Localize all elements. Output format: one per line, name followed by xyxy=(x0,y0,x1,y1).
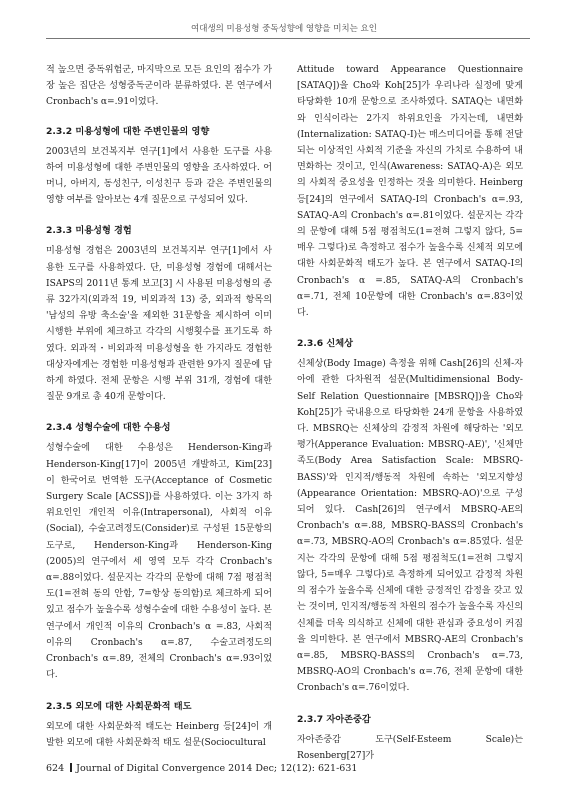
page-number: 624 xyxy=(46,763,65,774)
section-heading: 2.3.5 외모에 대한 사회문화적 태도 xyxy=(46,700,192,712)
paragraph: 2003년의 보건복지부 연구[1]에서 사용한 도구를 사용하여 미용성형에 대한 주변인물의 영향을 조사하였다. 어머니, 아버지, 동성친구, 이성친구 등과 같은 주변인물의 영향 여부를 알아보는 4개 질문으로 구성되어 있다. xyxy=(46,146,272,206)
left-column xyxy=(46,62,272,751)
paragraph: 외모에 대한 사회문화적 태도는 Heinberg 등[24]이 개발한 외모에 대한 사회문화적 태도 설문(Sociocultural xyxy=(46,721,272,748)
paragraph: 자아존중감 도구(Self-Esteem Scale)는 Rosenberg[27]가 xyxy=(297,734,523,761)
paragraph: 적 높으면 중독위험군, 마지막으로 모든 요인의 점수가 가장 높은 집단은 성형중독군이라 분류하였다. 본 연구에서 Cronbach's α=.91이었다. xyxy=(46,65,272,108)
paragraph: 신체상(Body Image) 측정을 위해 Cash[26]의 신체-자아에 관한 다차원적 설문(Multidimensional Body-Self Relation Questionnaire [MBSRQ])을 Cho와 Koh[25]가 국내용으로 타당화한 24개 문항을 사용하였다. MBSRQ는 신체상의 감정적 차원에 해당하는 '외모 평가(Apperance Evaluation: MBSRQ-AE)', '신체만족도(Body Area Satisfaction Scale: MBSRQ-BASS)'와 인지적/행동적 차원에 속하는 '외모지향성(Appearance Orientation: MBSRQ-AO)'으로 구성되어 있다. Cash[26]의 연구에서 MBSRQ-AE의 Cronbach's α=.88, MBSRQ-BASS의 Cronbach's α=.73, MBSRQ-AO의 Cronbach's α=.85였다. 설문지는 각각의 문항에 대해 5점 평점척도(1=전혀 그렇지 않다, 5=매우 그렇다)로 측정하게 되어있고 감정적 차원의 점수가 높을수록 신체에 대한 긍정적인 감정을 갖고 있는 것이며, 인지적/행동적 차원의 점수가 높을수록 자신의 신체를 더욱 의식하고 신체에 대한 관심과 중요성이 커짐을 의미한다. 본 연구에서 MBSRQ-AE의 Cronbach's α=.85, MBSRQ-BASS의 Cronbach's α=.73, MBSRQ-AO의 Cronbach's α=.76, 전체 문항에 대한 Cronbach's α=.76이었다. xyxy=(297,359,523,694)
section-heading: 2.3.2 미용성형에 대한 주변인물의 영향 xyxy=(46,125,210,137)
section-heading: 2.3.6 신체상 xyxy=(297,338,353,350)
section-heading: 2.3.7 자아존중감 xyxy=(297,713,371,725)
footer-separator xyxy=(70,763,72,772)
section-heading: 2.3.3 미용성형 경험 xyxy=(46,225,132,237)
running-header: 여대생의 미용성형 중독성향에 영향을 미치는 요인 xyxy=(191,24,377,34)
page-footer xyxy=(46,763,357,774)
section-heading: 2.3.4 성형수술에 대한 수용성 xyxy=(46,422,171,434)
paragraph: 성형수술에 대한 수용성은 Henderson-King과 Henderson-King[17]이 2005년 개발하고, Kim[23]이 한국어로 번역한 도구(Acceptance of Cosmetic Surgery Scale [ACSS])를 사용하였다. 이는 3가지 하위요인인 개인적 이유(Intrapersonal), 사회적 이유(Social), 수술고려정도(Consider)로 구성된 15문항의 도구로, Henderson-King과 Henderson-King (2005)의 연구에서 세 영역 모두 각각 Cronbach's α=.88이었다. 설문지는 각각의 문항에 대해 7점 평점척도(1=전혀 동의 안함, 7=항상 동의함)로 체크하게 되어 있고 점수가 높을수록 성형수술에 대한 수용성이 높다. 본 연구에서 개인적 이유의 Cronbach's α =.83, 사회적 이유의 Cronbach's α=.87, 수술고려정도의 Cronbach's α=.89, 전체의 Cronbach's α=.93이었다. xyxy=(46,443,272,681)
right-column xyxy=(297,62,523,764)
paragraph: 미용성형 경험은 2003년의 보건복지부 연구[1]에서 사용한 도구를 사용하였다. 단, 미용성형 경험에 대해서는 ISAPS의 2011년 통계 보고[3] 시 사용된 미용성형의 종류 32가지(외과적 19, 비외과적 13) 중, 외과적 항목의 '남성의 유방 축소술'을 제외한 31문항을 제시하여 이미 시행한 부위에 체크하고 각각의 시행횟수를 표기도록 하였다. 외과적・비외과적 미용성형을 한 가지라도 경험한 대상자에게는 경험한 미용성형과 관련한 9가지 질문에 답하게 하였다. 전체 문항은 시행 부위 31개, 경험에 대한 질문 9개로 총 40개 문항이다. xyxy=(46,246,272,403)
paragraph: Attitude toward Appearance Questionnaire [SATAQ])을 Cho와 Koh[25]가 우리나라 실정에 맞게 타당화한 10개 문항으로 조사하였다. SATAQ는 내면화와 인식이라는 2가지 하위요인을 가지는데, 내면화(Internalization: SATAQ-I)는 매스미디어를 통해 전달되는 이상적인 사회적 기준을 자신의 가치로 수용하여 내면화하는 것이고, 인식(Awareness: SATAQ-A)은 외모의 사회적 중요성을 인정하는 것을 의미한다. Heinberg 등[24]의 연구에서 SATAQ-I의 Cronbach's α=.93, SATAQ-A의 Cronbach's α=.81이었다. 설문지는 각각의 문항에 대해 5점 평점척도(1=전혀 그렇지 않다, 5=매우 그렇다)로 측정하고 점수가 높을수록 신체적 외모에 대한 사회문화적 태도가 높다. 본 연구에서 SATAQ-I의 Cronbach's α =.85, SATAQ-A의 Cronbach's α=.71, 전체 10문항에 대한 Cronbach's α=.83이었다. xyxy=(297,65,523,319)
header-rule xyxy=(46,38,530,39)
journal-citation: Journal of Digital Convergence 2014 Dec; 12(12): 621-631 xyxy=(76,763,358,774)
